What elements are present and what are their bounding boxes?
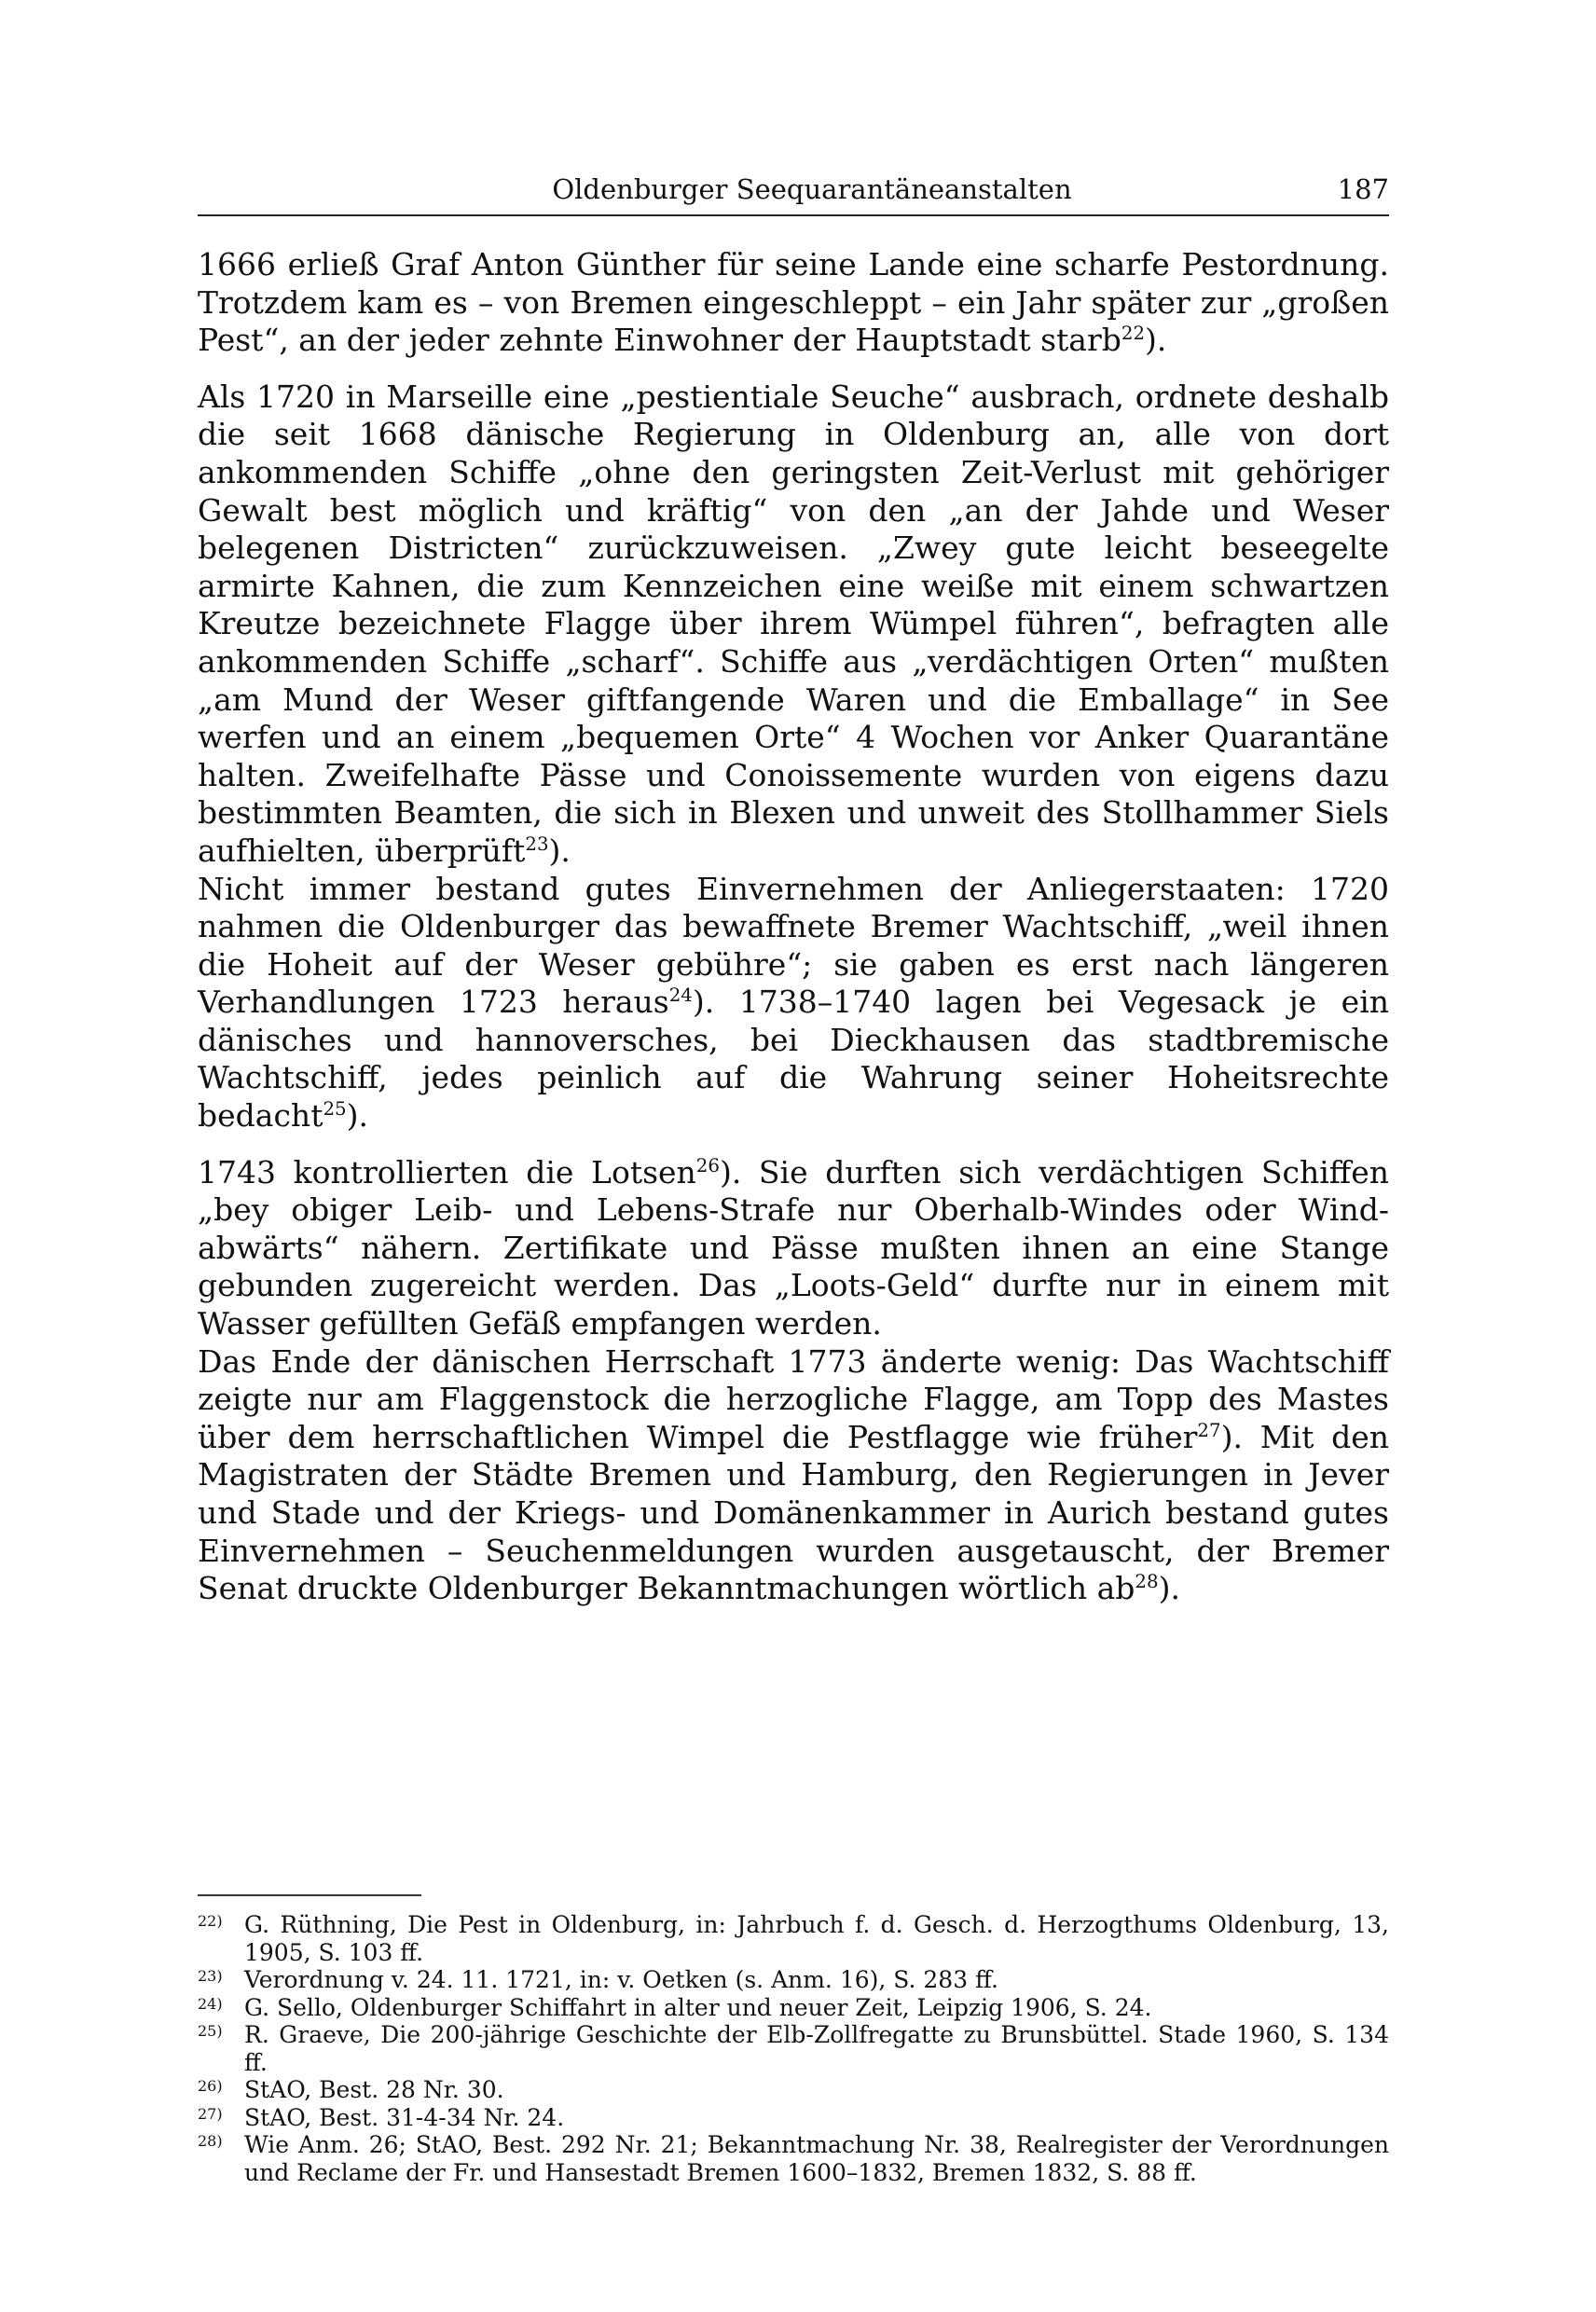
page-number: 187: [1337, 173, 1389, 205]
footnote: [198, 2076, 1389, 2104]
footnote: [198, 1994, 1389, 2022]
footnote-ref: 25: [323, 1098, 347, 1121]
footnote-text: R. Graeve, Die 200-jährige Geschichte der Elb-Zollfregatte zu Brunsbüttel. Stade 1960, S. 134 ff.: [244, 2021, 1389, 2076]
footnote-mark: 24): [198, 1994, 223, 2013]
text-segment: Nicht immer bestand gutes Einvernehmen der Anliegerstaaten: 1720 nahmen die Oldenburger das bewaffnete Bremer Wachtschiff, „weil ihnen die Hoheit auf der Weser gebühre“; sie gaben es erst nach längeren Verhandlungen 1723 heraus: [198, 870, 1389, 1021]
footnotes: [198, 1911, 1389, 2186]
footnote-text: Verordnung v. 24. 11. 1721, in: v. Oetken (s. Anm. 16), S. 283 ff.: [244, 1966, 998, 1993]
footnote: [198, 1966, 1389, 1994]
body-text: [198, 246, 1389, 1608]
text-segment: ).: [346, 1097, 368, 1135]
paragraph: [198, 1343, 1389, 1608]
text-segment: ).: [1145, 322, 1167, 359]
footnote-ref: 26: [695, 1154, 720, 1177]
footnote-mark: 27): [198, 2104, 223, 2123]
text-segment: ).: [1158, 1570, 1180, 1607]
footnote-text: G. Rüthning, Die Pest in Oldenburg, in: Jahrbuch f. d. Gesch. d. Herzogthums Oldenburg, 13, 1905, S. 103 ff.: [244, 1911, 1389, 1966]
footnote-mark: 25): [198, 2022, 223, 2040]
footnote: [198, 2131, 1389, 2186]
footnote: [198, 1911, 1389, 1966]
footnote-text: StAO, Best. 31-4-34 Nr. 24.: [244, 2103, 565, 2131]
footnote-ref: 27: [1197, 1419, 1221, 1441]
footnote-ref: 28: [1135, 1571, 1159, 1593]
text-segment: ). Mit den Magistraten der Städte Bremen und Hamburg, den Regierungen in Jever und Stade und der Kriegs- und Domänenkammer in Aurich bestand gutes Einvernehmen – Seuchenmeldungen wurden ausgetauscht, der Bremer Senat druckte Oldenburger Bekanntmachungen wörtlich ab: [198, 1418, 1390, 1607]
footnote-mark: 28): [198, 2132, 223, 2150]
paragraph: [198, 1154, 1389, 1343]
footnote-ref: 22: [1121, 323, 1146, 345]
running-title: Oldenburger Seequarantäneanstalten: [552, 173, 1072, 205]
footnote: [198, 2104, 1389, 2132]
footnote-ref: 23: [525, 833, 549, 856]
footnote: [198, 2021, 1389, 2076]
text-segment: ). Sie durften sich verdächtigen Schiffen „bey obiger Leib- und Lebens-Strafe nur Oberhalb-Windes oder Wind-abwärts“ nähern. Zertifikate und Pässe mußten ihnen an eine Stange gebunden zugereicht werden. Das „Loots-Geld“ durfte nur in einem mit Wasser gefüllten Gefäß empfangen werden.: [198, 1153, 1390, 1342]
document-page: [198, 0, 1389, 2312]
text-segment: Als 1720 in Marseille eine „pestientiale Seuche“ ausbrach, ordnete deshalb die seit 1668 dänische Regierung in Oldenburg an, alle von dort ankommenden Schiffe „ohne den geringsten Zeit-Verlust mit gehöriger Gewalt best möglich und kräftig“ von den „an der Jahde und Weser belegenen Districten“ zurückzuweisen. „Zwey gute leicht beseegelte armirte Kahnen, die zum Kennzeichen eine weiße mit einem schwartzen Kreutze bezeichnete Flagge über ihrem Wümpel führen“, befragten alle ankommenden Schiffe „scharf“. Schiffe aus „verdächtigen Orten“ mußten „am Mund der Weser giftfangende Waren und die Emballage“ in See werfen und an einem „bequemen Orte“ 4 Wochen vor Anker Quarantäne halten. Zweifelhafte Pässe und Conoissemente wurden von eigens dazu bestimmten Beamten, die sich in Blexen und unweit des Stollhammer Siels aufhielten, überprüft: [198, 378, 1389, 869]
footnote-text: Wie Anm. 26; StAO, Best. 292 Nr. 21; Bekanntmachung Nr. 38, Realregister der Verordnungen und Reclame der Fr. und Hansestadt Bremen 1600–1832, Bremen 1832, S. 88 ff.: [244, 2131, 1389, 2186]
footnote-mark: 23): [198, 1967, 223, 1985]
text-segment: 1666 erließ Graf Anton Günther für seine Lande eine scharfe Pestordnung. Trotzdem kam es – von Bremen eingeschleppt – ein Jahr später zur „großen Pest“, an der jeder zehnte Einwohner der Hauptstadt starb: [198, 246, 1389, 359]
footnote-text: StAO, Best. 28 Nr. 30.: [244, 2076, 504, 2103]
running-header: [198, 170, 1389, 216]
paragraph: [198, 871, 1389, 1135]
text-segment: Das Ende der dänischen Herrschaft 1773 änderte wenig: Das Wachtschiff zeigte nur am Flaggenstock die herzogliche Flagge, am Topp des Mastes über dem herrschaftlichen Wimpel die Pestflagge wie früher: [198, 1342, 1389, 1455]
footnote-text: G. Sello, Oldenburger Schiffahrt in alter und neuer Zeit, Leipzig 1906, S. 24.: [244, 1993, 1152, 2021]
text-segment: ). 1738–1740 lagen bei Vegesack je ein dänisches und hannoversches, bei Dieckhausen das stadtbremische Wachtschiff, jedes peinlich auf die Wahrung seiner Hoheitsrechte bedacht: [198, 984, 1389, 1135]
footnote-mark: 26): [198, 2077, 223, 2095]
text-segment: ).: [548, 832, 571, 869]
paragraph: [198, 378, 1389, 871]
footnote-divider: [198, 1894, 421, 1896]
paragraph: [198, 246, 1389, 360]
footnote-mark: 22): [198, 1912, 223, 1930]
text-segment: 1743 kontrollierten die Lotsen: [198, 1153, 696, 1190]
footnote-ref: 24: [668, 984, 693, 1007]
